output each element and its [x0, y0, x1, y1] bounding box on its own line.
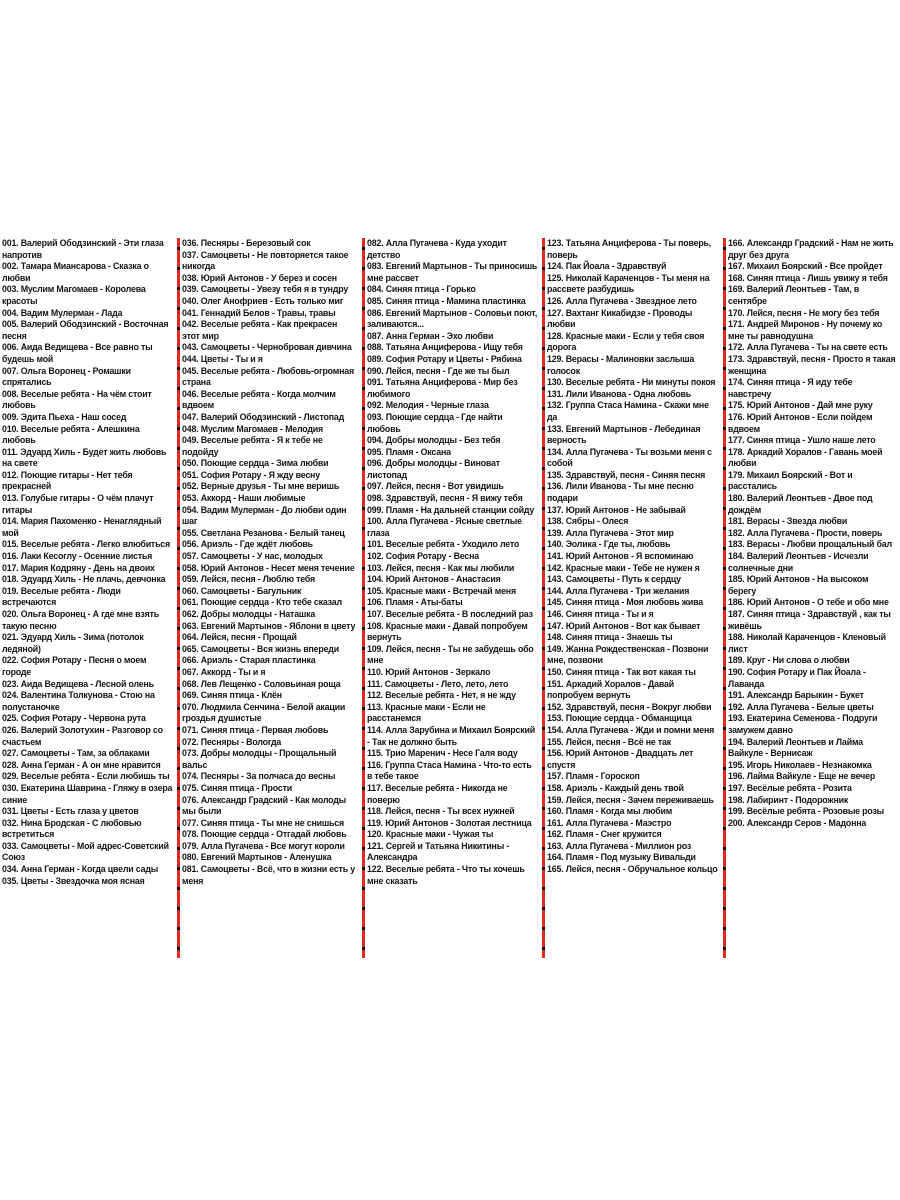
track-item: 148. Синяя птица - Знаешь ты [547, 632, 673, 644]
track-item: 181. Верасы - Звезда любви [728, 516, 848, 528]
track-list [728, 238, 898, 829]
track-item: 115. Трио Маренич - Несе Галя воду [367, 748, 518, 760]
track-item: 025. София Ротару - Червона рута [2, 713, 146, 725]
track-item: 128. Красные маки - Если у тебя своя дорога [547, 330, 705, 354]
track-item: 051. София Ротару - Я жду весну [182, 469, 320, 481]
track-item: 080. Евгений Мартынов - Аленушка [182, 852, 332, 864]
track-item: 175. Юрий Антонов - Дай мне руку [728, 400, 873, 412]
track-item: 044. Цветы - Ты и я [182, 353, 263, 365]
track-item: 063. Евгений Мартынов - Яблони в цвету [182, 620, 356, 632]
track-item: 199. Весёлые ребята - Розовые розы [728, 806, 885, 818]
track-item: 124. Пак Йоала - Здравствуй [547, 261, 667, 273]
track-item: 057. Самоцветы - У нас, молодых [182, 551, 323, 563]
track-item: 084. Синяя птица - Горько [367, 284, 476, 296]
track-item: 011. Эдуард Хиль - Будет жить любовь на свете [2, 446, 167, 470]
track-list [2, 238, 174, 887]
track-item: 110. Юрий Антонов - Зеркало [367, 666, 491, 678]
track-item: 065. Самоцветы - Вся жизнь впереди [182, 643, 339, 655]
track-item: 098. Здравствуй, песня - Я вижу тебя [367, 493, 523, 505]
column-divider [177, 238, 180, 958]
track-item: 015. Веселые ребята - Легко влюбиться [2, 539, 171, 551]
track-item: 153. Поющие сердца - Обманщица [547, 713, 692, 725]
track-item: 024. Валентина Толкунова - Стою на полустаночке [2, 690, 155, 713]
track-item: 158. Ариэль - Каждый день твой [547, 782, 684, 794]
track-item: 074. Песняры - За полчаса до весны [182, 771, 336, 783]
track-item: 091. Татьяна Анциферова - Мир без любимого [367, 377, 518, 400]
track-item: 030. Екатерина Шаврина - Гляжу в озера синие [2, 782, 173, 806]
track-item: 053. Аккорд - Наши любимые [182, 493, 306, 505]
track-item: 058. Юрий Антонов - Несет меня течение [182, 562, 355, 574]
track-item: 138. Сябры - Олеся [547, 516, 629, 528]
track-item: 099. Пламя - На дальней станции сойду [367, 504, 535, 516]
track-item: 086. Евгений Мартынов - Соловьи поют, заливаются... [367, 307, 538, 331]
track-item: 054. Вадим Мулерман - До любви один шаг [182, 504, 347, 528]
track-item: 106. Пламя - Аты-баты [367, 597, 463, 609]
track-item: 093. Поющие сердца - Где найти любовь [367, 411, 503, 435]
track-item: 173. Здравствуй, песня - Просто я такая женщина [728, 353, 896, 377]
track-item: 152. Здравствуй, песня - Вокруг любви [547, 701, 712, 713]
column-divider [542, 238, 545, 958]
column-divider [362, 238, 365, 958]
column-divider [723, 238, 726, 958]
track-item: 146. Синяя птица - Ты и я [547, 609, 654, 620]
track-item: 104. Юрий Антонов - Анастасия [367, 574, 501, 586]
track-item: 073. Добры молодцы - Прощальный вальс [182, 748, 337, 771]
track-item: 077. Синяя птица - Ты мне не снишься [182, 817, 344, 829]
track-item: 075. Синяя птица - Прости [182, 782, 292, 794]
track-item: 191. Александр Барыкин - Букет [728, 690, 864, 702]
track-item: 144. Алла Пугачева - Три желания [547, 585, 690, 597]
track-item: 059. Лейся, песня - Люблю тебя [182, 574, 316, 586]
track-item: 042. Веселые ребята - Как прекрасен этот мир [182, 319, 338, 342]
track-item: 182. Алла Пугачева - Прости, поверь [728, 527, 883, 539]
track-item: 082. Алла Пугачева - Куда уходит детство [367, 238, 507, 261]
tracklist-column-5 [728, 238, 898, 958]
track-item: 067. Аккорд - Ты и я [182, 666, 266, 678]
track-item: 037. Самоцветы - Не повторяется такое никогда [182, 249, 349, 273]
track-item: 040. Олег Анофриев - Есть только миг [182, 295, 344, 307]
track-item: 129. Верасы - Малиновки заслыша голосок [547, 353, 695, 377]
track-item: 123. Татьяна Анциферова - Ты поверь, поверь [547, 238, 712, 261]
track-item: 017. Мария Кодряну - День на двоих [2, 562, 155, 574]
track-item: 012. Поющие гитары - Нет тебя прекрасней [2, 469, 133, 493]
track-item: 010. Веселые ребята - Алешкина любовь [2, 423, 140, 447]
track-item: 125. Николай Караченцов - Ты меня на рассвете разбудишь [547, 272, 710, 296]
track-item: 136. Лили Иванова - Ты мне песню подари [547, 481, 694, 505]
track-item: 061. Поющие сердца - Кто тебе сказал [182, 597, 342, 609]
track-item: 046. Веселые ребята - Когда молчим вдвоем [182, 388, 336, 412]
track-item: 034. Анна Герман - Когда цвели сады [2, 864, 159, 876]
track-item: 007. Ольга Воронец - Ромашки спрятались [2, 365, 131, 389]
track-item: 157. Пламя - Гороскоп [547, 771, 640, 783]
track-item: 094. Добры молодцы - Без тебя [367, 435, 501, 447]
track-item: 177. Синяя птица - Ушло наше лето [728, 435, 876, 447]
track-item: 048. Муслим Магомаев - Мелодия [182, 423, 323, 435]
track-item: 085. Синяя птица - Мамина пластинка [367, 295, 526, 307]
track-item: 031. Цветы - Есть глаза у цветов [2, 806, 139, 818]
track-item: 194. Валерий Леонтьев и Лайма Вайкуле - Вернисаж [728, 736, 863, 760]
track-item: 142. Красные маки - Тебе не нужен я [547, 562, 700, 574]
track-item: 032. Нина Бродская - С любовью встретиться [2, 817, 142, 841]
track-item: 189. Круг - Ни слова о любви [728, 655, 850, 667]
track-item: 107. Веселые ребята - В последний раз [367, 609, 533, 620]
track-list [182, 238, 358, 887]
track-item: 002. Тамара Миансарова - Сказка о любви [2, 261, 149, 284]
tracklist-column-3 [367, 238, 539, 958]
track-item: 092. Мелодия - Черные глаза [367, 400, 489, 412]
track-item: 112. Веселые ребята - Нет, я не жду [367, 690, 516, 702]
track-item: 022. София Ротару - Песня о моем городе [2, 655, 147, 678]
track-item: 185. Юрий Антонов - На высоком берегу [728, 574, 869, 597]
track-item: 102. София Ротару - Весна [367, 551, 479, 563]
track-item: 035. Цветы - Звездочка моя ясная [2, 875, 145, 887]
track-item: 197. Весёлые ребята - Розита [728, 782, 852, 794]
track-item: 078. Поющие сердца - Отгадай любовь [182, 829, 347, 841]
track-item: 039. Самоцветы - Увезу тебя я в тундру [182, 284, 349, 296]
track-item: 052. Верные друзья - Ты мне веришь [182, 481, 340, 493]
track-item: 096. Добры молодцы - Виноват листопад [367, 458, 500, 481]
track-item: 137. Юрий Антонов - Не забывай [547, 504, 686, 516]
track-item: 005. Валерий Ободзинский - Восточная песня [2, 319, 169, 342]
track-item: 003. Муслим Магомаев - Королева красоты [2, 284, 146, 307]
track-item: 127. Вахтанг Кикабидзе - Проводы любви [547, 307, 693, 331]
track-item: 033. Самоцветы - Мой адрес-Советский Союз [2, 840, 169, 864]
track-item: 193. Екатерина Семенова - Подруги замужем давно [728, 713, 878, 736]
track-item: 027. Самоцветы - Там, за облаками [2, 748, 150, 760]
track-item: 192. Алла Пугачева - Белые цветы [728, 701, 874, 713]
track-item: 016. Лаки Кесоглу - Осенние листья [2, 551, 153, 563]
track-item: 134. Алла Пугачева - Ты возьми меня с собой [547, 446, 712, 470]
track-item: 167. Михаил Боярский - Все пройдет [728, 261, 883, 273]
track-item: 095. Пламя - Оксана [367, 446, 451, 458]
track-item: 109. Лейся, песня - Ты не забудешь обо мне [367, 643, 534, 667]
tracklist-column-4 [547, 238, 719, 958]
track-item: 088. Татьяна Анциферова - Ищу тебя [367, 342, 523, 354]
track-item: 014. Мария Пахоменко - Ненаглядный мой [2, 516, 162, 539]
tracklist-column-2 [182, 238, 358, 958]
track-item: 009. Эдита Пьеха - Наш сосед [2, 411, 127, 423]
track-item: 064. Лейся, песня - Прощай [182, 632, 297, 644]
track-item: 100. Алла Пугачева - Ясные светлые глаза [367, 516, 522, 539]
track-item: 076. Александр Градский - Как молоды мы были [182, 794, 347, 818]
track-item: 200. Александр Серов - Мадонна [728, 817, 867, 829]
track-item: 186. Юрий Антонов - О тебе и обо мне [728, 597, 889, 609]
track-item: 179. Михаил Боярский - Вот и расстались [728, 469, 853, 493]
track-item: 117. Веселые ребята - Никогда не поверю [367, 782, 508, 806]
track-item: 013. Голубые гитары - О чём плачут гитары [2, 493, 154, 516]
track-item: 121. Сергей и Татьяна Никитины - Александра [367, 840, 510, 864]
track-item: 160. Пламя - Когда мы любим [547, 806, 673, 818]
track-item: 168. Синяя птица - Лишь увижу я тебя [728, 272, 888, 284]
track-item: 008. Веселые ребята - На чём стоит любовь [2, 388, 152, 412]
track-list [547, 238, 719, 876]
track-item: 097. Лейся, песня - Вот увидишь [367, 481, 504, 493]
track-item: 172. Алла Пугачева - Ты на свете есть [728, 342, 888, 354]
track-item: 164. Пламя - Под музыку Вивальди [547, 852, 696, 864]
track-item: 170. Лейся, песня - Не могу без тебя [728, 307, 880, 319]
track-item: 163. Алла Пугачева - Миллион роз [547, 840, 692, 852]
track-item: 188. Николай Караченцов - Кленовый лист [728, 632, 886, 655]
track-item: 089. София Ротару и Цветы - Рябина [367, 353, 522, 365]
track-item: 105. Красные маки - Встречай меня [367, 585, 516, 597]
track-item: 006. Аида Ведищева - Все равно ты будешь мой [2, 342, 153, 365]
track-item: 021. Эдуард Хиль - Зима (потолок ледяной) [2, 632, 144, 655]
track-item: 038. Юрий Антонов - У берез и сосен [182, 272, 337, 284]
track-item: 154. Алла Пугачева - Жди и помни меня [547, 724, 715, 736]
track-item: 004. Вадим Мулерман - Лада [2, 307, 123, 319]
track-item: 072. Песняры - Вологда [182, 736, 282, 748]
track-item: 162. Пламя - Снег кружится [547, 829, 662, 841]
track-item: 056. Ариэль - Где ждёт любовь [182, 539, 313, 551]
track-item: 161. Алла Пугачева - Маэстро [547, 817, 672, 829]
track-item: 171. Андрей Миронов - Ну почему ко мне ты равнодушна [728, 319, 883, 342]
track-item: 151. Аркадий Хоралов - Давай попробуем вернуть [547, 678, 674, 702]
track-item: 090. Лейся, песня - Где же ты был [367, 365, 510, 377]
track-item: 135. Здравствуй, песня - Синяя песня [547, 469, 706, 481]
track-item: 103. Лейся, песня - Как мы любили [367, 562, 515, 574]
track-item: 156. Юрий Антонов - Двадцать лет спустя [547, 748, 694, 771]
track-item: 060. Самоцветы - Багульник [182, 585, 302, 597]
track-item: 190. София Ротару и Пак Йоала - Лаванда [728, 666, 866, 690]
track-item: 180. Валерий Леонтьев - Двое под дождём [728, 493, 873, 516]
track-item: 174. Синяя птица - Я иду тебе навстречу [728, 377, 853, 400]
track-item: 132. Группа Стаса Намина - Скажи мне да [547, 400, 709, 423]
track-item: 196. Лайма Вайкуле - Еще не вечер [728, 771, 876, 783]
track-item: 066. Ариэль - Старая пластинка [182, 655, 316, 667]
track-item: 169. Валерий Леонтьев - Там, в сентябре [728, 284, 860, 307]
track-item: 070. Людмила Сенчина - Белой акации гроздья душистые [182, 701, 346, 725]
track-item: 141. Юрий Антонов - Я вспоминаю [547, 551, 694, 563]
tracklist-sheet [0, 238, 900, 958]
track-item: 178. Аркадий Хоралов - Гавань моей любви [728, 446, 883, 470]
track-item: 165. Лейся, песня - Обручальное кольцо [547, 864, 718, 876]
track-item: 126. Алла Пугачева - Звездное лето [547, 295, 697, 307]
track-item: 068. Лев Лещенко - Соловьиная роща [182, 678, 341, 690]
track-item: 176. Юрий Антонов - Если пойдем вдвоем [728, 411, 873, 435]
track-item: 029. Веселые ребята - Если любишь ты [2, 771, 170, 783]
track-item: 055. Светлана Резанова - Белый танец [182, 527, 345, 539]
track-item: 108. Красные маки - Давай попробуем вернуть [367, 620, 528, 644]
track-item: 150. Синяя птица - Так вот какая ты [547, 666, 696, 678]
track-item: 118. Лейся, песня - Ты всех нужней [367, 806, 515, 818]
track-item: 071. Синяя птица - Первая любовь [182, 724, 329, 736]
track-list [367, 238, 539, 887]
track-item: 187. Синяя птица - Здравствуй , как ты живёшь [728, 609, 891, 632]
track-item: 166. Александр Градский - Нам не жить друг без друга [728, 238, 894, 261]
track-item: 116. Группа Стаса Намина - Что-то есть в тебе такое [367, 759, 532, 783]
track-item: 045. Веселые ребята - Любовь-огромная страна [182, 365, 354, 389]
track-item: 062. Добры молодцы - Наташка [182, 609, 316, 620]
track-item: 069. Синяя птица - Клён [182, 690, 282, 702]
track-item: 119. Юрий Антонов - Золотая лестница [367, 817, 532, 829]
track-item: 018. Эдуард Хиль - Не плачь, девчонка [2, 574, 166, 586]
track-item: 043. Самоцветы - Чернобровая дивчина [182, 342, 352, 354]
track-item: 131. Лили Иванова - Одна любовь [547, 388, 692, 400]
track-item: 087. Анна Герман - Эхо любви [367, 330, 494, 342]
track-item: 140. Эолика - Где ты, любовь [547, 539, 671, 551]
track-item: 079. Алла Пугачева - Все могут короли [182, 840, 345, 852]
track-item: 036. Песняры - Березовый сок [182, 238, 311, 249]
track-item: 155. Лейся, песня - Всё не так [547, 736, 671, 748]
track-item: 020. Ольга Воронец - А где мне взять такую песню [2, 609, 159, 632]
track-item: 049. Веселые ребята - Я к тебе не подойду [182, 435, 323, 458]
track-item: 023. Аида Ведищева - Лесной олень [2, 678, 154, 690]
track-item: 047. Валерий Ободзинский - Листопад [182, 411, 345, 423]
track-item: 083. Евгений Мартынов - Ты приносишь мне рассвет [367, 261, 538, 284]
track-item: 130. Веселые ребята - Ни минуты покоя [547, 377, 716, 389]
track-item: 101. Веселые ребята - Уходило лето [367, 539, 520, 551]
track-item: 184. Валерий Леонтьев - Исчезли солнечные дни [728, 551, 869, 574]
track-item: 120. Красные маки - Чужая ты [367, 829, 494, 841]
track-item: 041. Геннадий Белов - Травы, травы [182, 307, 336, 319]
track-item: 145. Синяя птица - Моя любовь жива [547, 597, 703, 609]
track-item: 122. Веселые ребята - Что ты хочешь мне сказать [367, 864, 525, 887]
track-item: 183. Верасы - Любви прощальный бал [728, 539, 892, 551]
track-item: 113. Красные маки - Если не расстанемся [367, 701, 486, 725]
track-item: 050. Поющие сердца - Зима любви [182, 458, 329, 470]
track-item: 195. Игорь Николаев - Незнакомка [728, 759, 872, 771]
track-item: 139. Алла Пугачева - Этот мир [547, 527, 674, 539]
track-item: 001. Валерий Ободзинский - Эти глаза напротив [2, 238, 164, 261]
track-item: 133. Евгений Мартынов - Лебединая верность [547, 423, 701, 447]
track-item: 026. Валерий Золотухин - Разговор со счастьем [2, 724, 163, 748]
tracklist-column-1 [2, 238, 174, 958]
track-item: 198. Лабиринт - Подорожник [728, 794, 849, 806]
track-item: 019. Веселые ребята - Люди встречаются [2, 585, 121, 609]
track-item: 149. Жанна Рождественская - Позвони мне, позвони [547, 643, 709, 667]
track-item: 147. Юрий Антонов - Вот как бывает [547, 620, 701, 632]
track-item: 081. Самоцветы - Всё, что в жизни есть у меня [182, 864, 355, 887]
track-item: 114. Алла Зарубина и Михаил Боярский - Так не должно быть [367, 724, 535, 748]
track-item: 143. Самоцветы - Путь к сердцу [547, 574, 681, 586]
track-item: 159. Лейся, песня - Зачем переживаешь [547, 794, 714, 806]
track-item: 111. Самоцветы - Лето, лето, лето [367, 678, 509, 690]
track-item: 028. Анна Герман - А он мне нравится [2, 759, 161, 771]
